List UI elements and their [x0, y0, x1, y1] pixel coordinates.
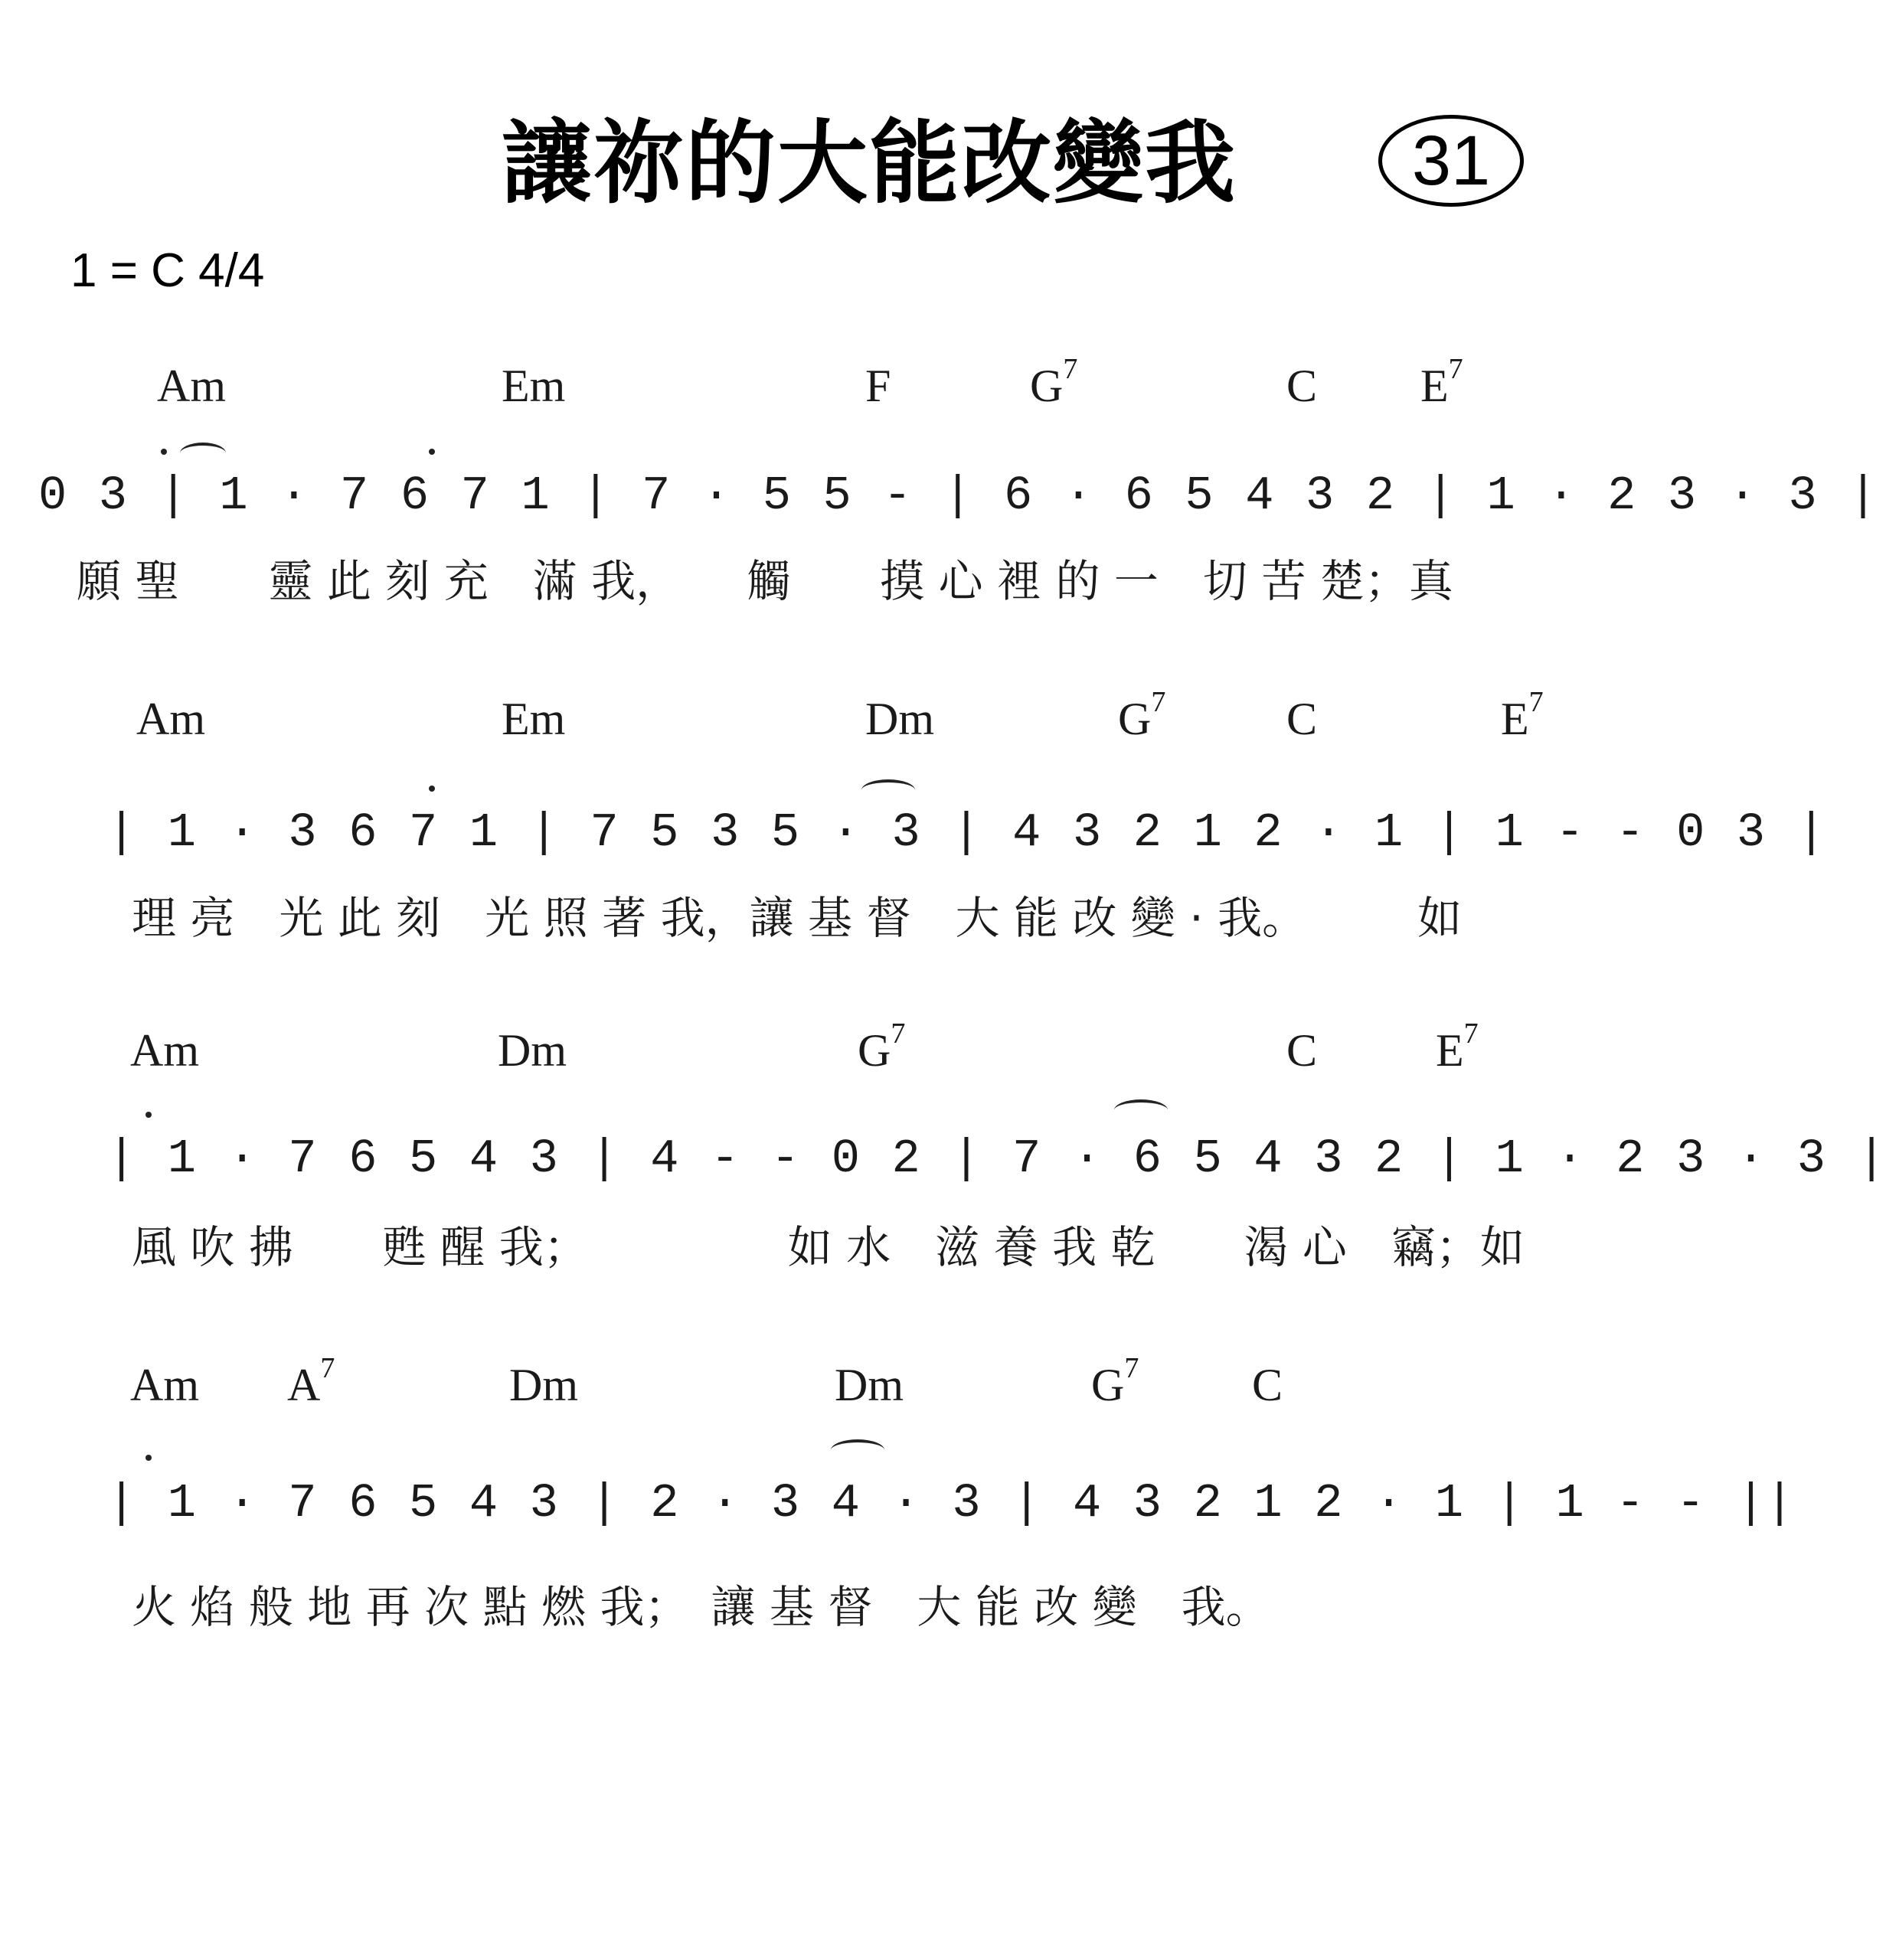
slur-mark	[861, 779, 915, 801]
lyric-line: 理 亮 光 此 刻 光 照 著 我，讓 基 督 大 能 改 變 · 我。 如	[132, 892, 1463, 944]
slur-mark	[1114, 1099, 1168, 1121]
chord: Em	[502, 361, 566, 411]
octave-dot	[145, 1112, 152, 1118]
lyric-line: 風 吹 拂 甦 醒 我； 如 水 滋 養 我 乾 渴 心 竊；如	[132, 1221, 1525, 1273]
octave-dot	[145, 1455, 152, 1461]
chord: F	[865, 361, 891, 411]
chord: $E^7$	[1420, 353, 1463, 411]
song-number-badge	[1378, 115, 1524, 207]
octave-dot	[429, 449, 435, 455]
note-line: | 1 · 7 6 5 4 3 | 4 - - 0 2 | 7 · 6 5 4 3 2 | 1 · 2 3 · 3 |	[107, 1132, 1886, 1186]
key-signature: 1 = C 4/4	[70, 244, 265, 297]
chord: $G^7$	[1030, 353, 1078, 411]
song-number: 31	[1411, 121, 1491, 200]
chord: Am	[130, 1025, 199, 1076]
song-title: 讓祢的大能改變我	[502, 110, 1237, 216]
chord: $G^7$	[1118, 686, 1166, 744]
chord: Am	[157, 361, 226, 411]
chord: $G^7$	[1091, 1352, 1139, 1410]
chord: $E^7$	[1436, 1018, 1479, 1076]
slur-mark	[180, 443, 226, 464]
note-line: | 1 · 3 6 7 1 | 7 5 3 5 · 3 | 4 3 2 1 2 · 1 | 1 - - 0 3 |	[107, 805, 1826, 860]
chord: Dm	[509, 1360, 578, 1410]
chord: Em	[502, 694, 566, 744]
slur-mark	[831, 1439, 884, 1461]
chord: Dm	[865, 694, 934, 744]
octave-dot	[161, 449, 167, 455]
chord: Dm	[835, 1360, 904, 1410]
note-line: 0 3 | 1 · 7 6 7 1 | 7 · 5 5 - | 6 · 6 5 4 3 2 | 1 · 2 3 · 3 |	[38, 469, 1878, 523]
octave-dot	[429, 786, 435, 792]
chord: C	[1286, 1025, 1318, 1076]
chord: C	[1286, 694, 1318, 744]
chord: C	[1252, 1360, 1283, 1410]
chord: $A^7$	[287, 1352, 335, 1410]
chord: $E^7$	[1501, 686, 1544, 744]
chord: Am	[130, 1360, 199, 1410]
chord: Am	[136, 694, 205, 744]
chord: Dm	[498, 1025, 567, 1076]
lyric-line: 火 焰 般 地 再 次 點 燃 我； 讓 基 督 大 能 改 變 我。	[132, 1581, 1270, 1633]
lyric-line: 願 聖 靈 此 刻 充 滿 我， 觸 摸 心 裡 的 一 切 苦 楚；真	[77, 555, 1453, 607]
note-line: | 1 · 7 6 5 4 3 | 2 · 3 4 · 3 | 4 3 2 1 2 · 1 | 1 - - ||	[107, 1476, 1794, 1530]
chord: $G^7$	[858, 1018, 906, 1076]
chord: C	[1286, 361, 1318, 411]
